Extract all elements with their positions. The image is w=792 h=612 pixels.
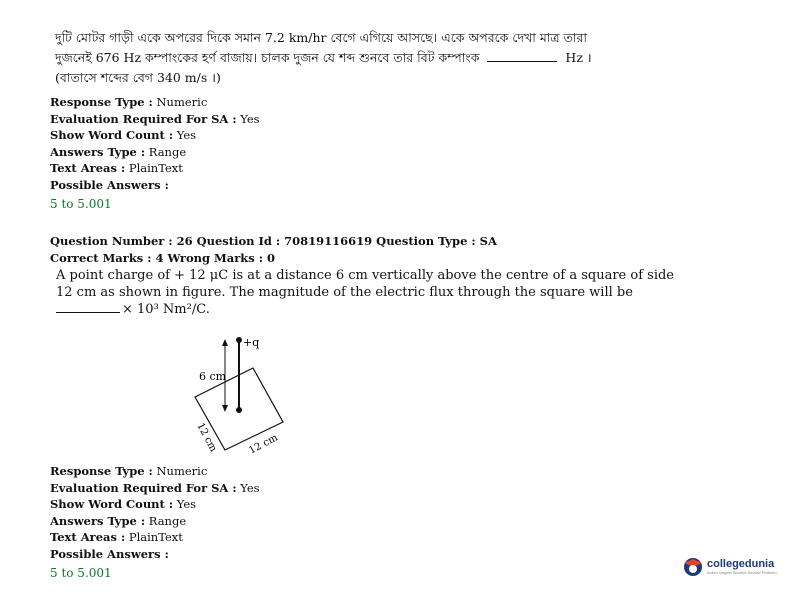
question-marks-line: Correct Marks : 4 Wrong Marks : 0 bbox=[50, 250, 275, 265]
question-id-line: Question Number : 26 Question Id : 70819116619 Question Type : SA bbox=[50, 234, 497, 248]
possible-answers-value: 5 to 5.001 bbox=[50, 197, 112, 211]
side-label-left: 12 cm bbox=[194, 421, 219, 454]
text-areas-value: PlainText bbox=[128, 161, 183, 175]
evaluation-label: Evaluation Required For SA : bbox=[50, 111, 237, 126]
answers-type-label: Answers Type : bbox=[50, 144, 146, 159]
answer-blank bbox=[487, 51, 557, 62]
meta-block-1 bbox=[50, 94, 260, 213]
evaluation-label: Evaluation Required For SA : bbox=[50, 480, 237, 495]
square-charge-figure bbox=[185, 330, 315, 460]
prev-question-line-3: (বাতাসে শব্দের বেগ 340 m/s ।) bbox=[55, 70, 221, 85]
answers-type-value: Range bbox=[148, 144, 187, 159]
word-count-label: Show Word Count : bbox=[50, 128, 174, 142]
possible-answers-label: Possible Answers : bbox=[50, 177, 169, 192]
question-header bbox=[50, 233, 497, 266]
response-type-label: Response Type : bbox=[50, 95, 153, 109]
charge-point bbox=[236, 337, 242, 343]
charge-label: +q bbox=[243, 336, 260, 349]
question-line-2: 12 cm as shown in figure. The magnitude of the electric flux through the square will be bbox=[56, 285, 633, 300]
graduate-icon bbox=[682, 555, 704, 577]
possible-answers-value: 5 to 5.001 bbox=[50, 566, 112, 580]
distance-label: 6 cm bbox=[199, 370, 227, 383]
question-body bbox=[56, 267, 675, 318]
answers-type-value: Range bbox=[148, 513, 187, 528]
text-areas-label: Text Areas : bbox=[50, 161, 126, 175]
response-type-label: Response Type : bbox=[50, 464, 153, 478]
collegedunia-logo bbox=[682, 555, 777, 577]
text-areas-label: Text Areas : bbox=[50, 530, 126, 544]
question-line-3 bbox=[56, 301, 596, 318]
logo-name: collegedunia bbox=[707, 557, 775, 570]
prev-question-line-2 bbox=[55, 48, 592, 67]
prev-question-line-2-text: দুজনেই 676 Hz কম্পাংকের হর্ণ বাজায়। চালক দুজন যে শব্দ শুনবে তার বিট কম্পাংক bbox=[55, 50, 480, 65]
side-label-right: 12 cm bbox=[247, 432, 280, 457]
text-areas-value: PlainText bbox=[128, 530, 183, 544]
response-type-value: Numeric bbox=[156, 95, 208, 109]
response-type-value: Numeric bbox=[156, 464, 208, 478]
prev-question-unit: Hz । bbox=[565, 50, 592, 65]
centre-point bbox=[236, 407, 242, 413]
answer-blank bbox=[56, 302, 120, 313]
word-count-value: Yes bbox=[176, 128, 197, 142]
evaluation-value: Yes bbox=[240, 480, 260, 495]
question-line-3-text: × 10³ Nm²/C. bbox=[122, 302, 210, 317]
arrow-up-icon bbox=[222, 339, 228, 346]
question-line-1: A point charge of + 12 μC is at a distance 6 cm vertically above the centre of a square of side bbox=[56, 268, 675, 283]
word-count-label: Show Word Count : bbox=[50, 497, 174, 511]
prev-question-line-1: দুটি মোটর গাড়ী একে অপরের দিকে সমান 7.2 km/hr বেগে এগিয়ে আসছে। একে অপরকে দেখা মাত্র তারা bbox=[55, 30, 588, 45]
word-count-value: Yes bbox=[176, 497, 197, 511]
answers-type-label: Answers Type : bbox=[50, 513, 146, 528]
logo-tagline: India's largest Student Review Platform bbox=[707, 569, 777, 575]
possible-answers-label: Possible Answers : bbox=[50, 546, 169, 561]
evaluation-value: Yes bbox=[240, 111, 260, 126]
arrow-down-icon bbox=[222, 405, 228, 412]
meta-block-2 bbox=[50, 463, 260, 582]
